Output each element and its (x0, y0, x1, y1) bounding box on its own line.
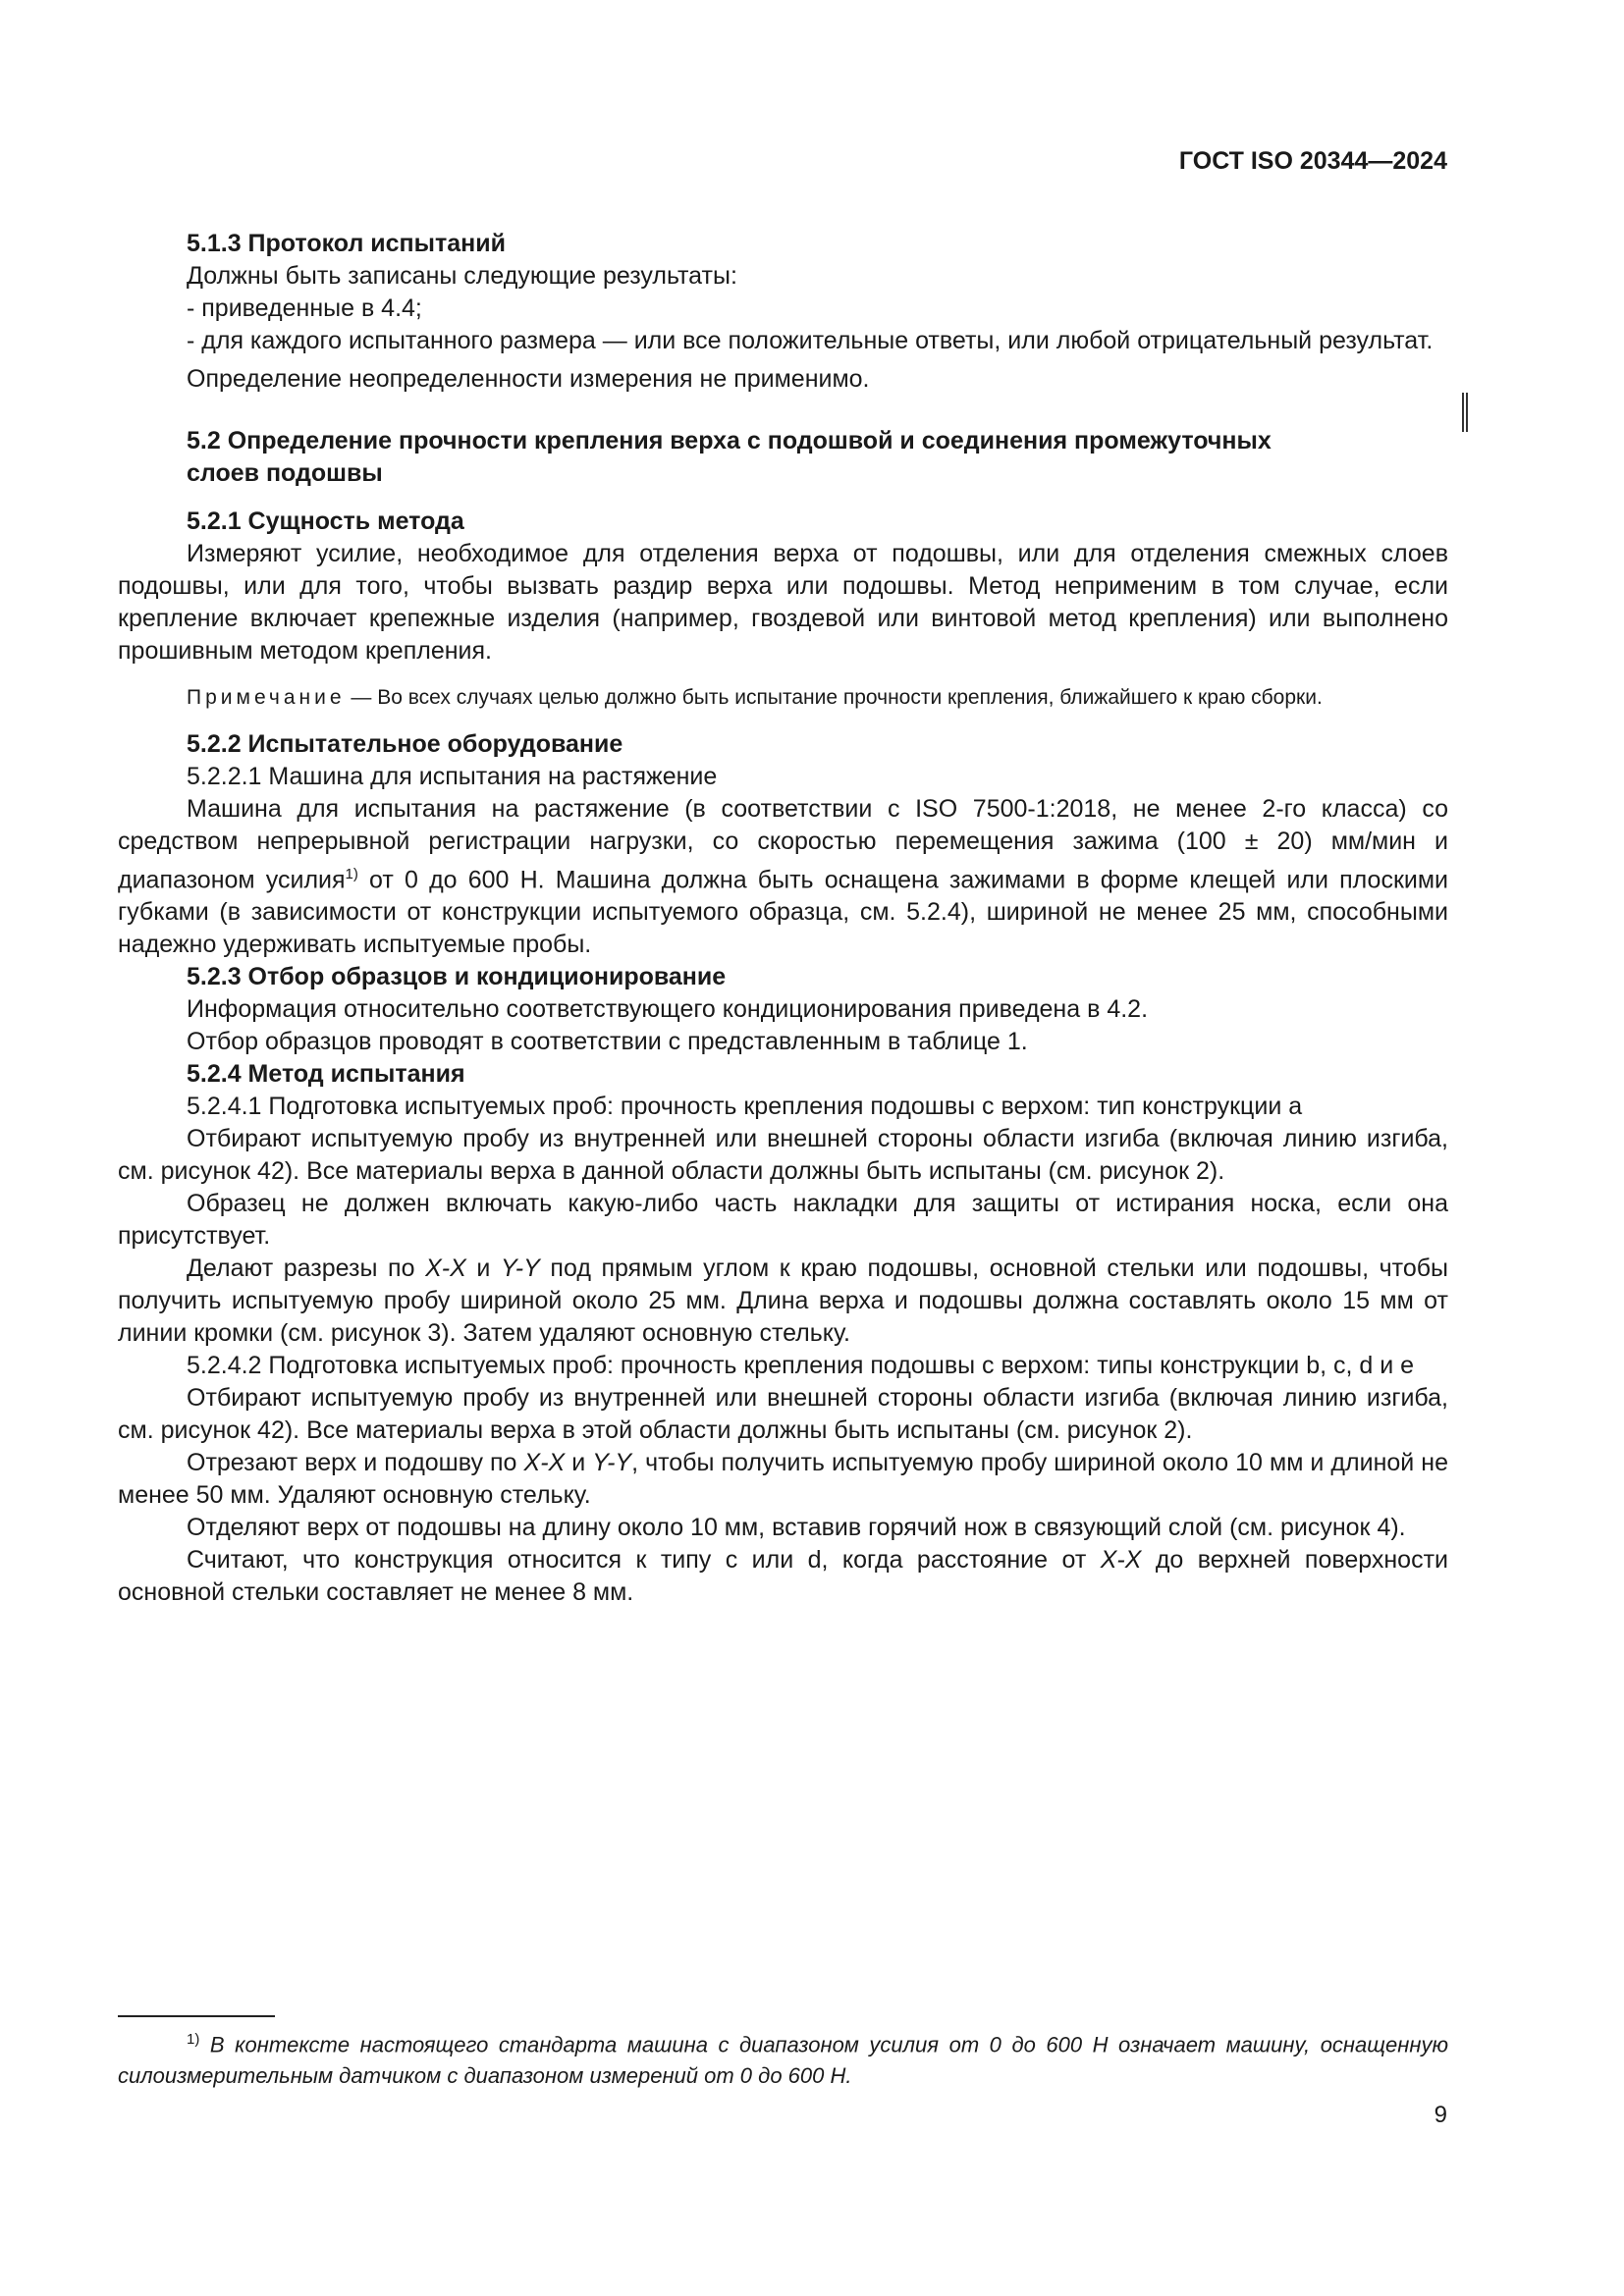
main-content (118, 228, 1448, 1609)
paragraph: Отбирают испытуемую пробу из внутренней или внешней стороны области изгиба (включая линию изгиба, см. рисунок 42). Все материалы верха в данной области должны быть испытаны (см. рисунок 2). (118, 1125, 1448, 1186)
text-run: и (565, 1449, 593, 1477)
footnote (118, 2024, 1448, 2092)
section-5-2-title-line2: слоев подошвы (187, 459, 383, 487)
text-run: и (465, 1255, 501, 1283)
paragraph (118, 1544, 1448, 1609)
text-run: Делают разрезы по (187, 1255, 426, 1283)
paragraph: 5.2.4.1 Подготовка испытуемых проб: прочность крепления подошвы с верхом: тип конструкции а (187, 1093, 1303, 1121)
paragraph: Должны быть записаны следующие результаты: (187, 262, 737, 290)
footnote-text: В контексте настоящего стандарта машина с диапазоном усилия от 0 до 600 Н означает машину, оснащенную силоизмерительным датчиком с диапазоном измерений от 0 до 600 Н. (118, 2032, 1448, 2089)
text-run: Машина для испытания на растяжение (в соответствии с ISO 7500-1:2018, не менее 2-го класса) со средством непрерывной регистрации нагрузки, со скоростью перемещения зажима (100 ± 20) мм/мин и диапазоном усилия (118, 795, 1448, 894)
section-5-1-3-title: 5.1.3 Протокол испытаний (187, 230, 506, 257)
text-run: под прямым углом к краю подошвы, основной стельки или подошвы, чтобы получить испытуемую пробу шириной около 25 мм. Длина верха и подошвы должна составлять около 15 мм от линии кромки (см. рисунок 3). Затем удаляют основную стельку. (118, 1255, 1449, 1348)
section-5-2-title-line1: 5.2 Определение прочности крепления верха с подошвой и соединения промежуточных (187, 427, 1272, 454)
change-bar-marker (1462, 393, 1468, 432)
axis-label-xx: X-X (1100, 1546, 1142, 1575)
paragraph: Измеряют усилие, необходимое для отделения верха от подошвы, или для отделения смежных слоев подошвы, или для того, чтобы вызвать раздир верха или подошвы. Метод неприменим в том случае, если крепление включает крепежные изделия (например, гвоздевой или винтовой метод крепления) или выполнено прошивным методом крепления. (118, 540, 1448, 665)
paragraph (118, 793, 1448, 961)
text-run: до верхней поверхности основной стельки составляет не менее 8 мм. (118, 1546, 1449, 1607)
axis-label-xx: X-X (523, 1449, 566, 1477)
list-item: - приведенные в 4.4; (187, 294, 422, 322)
paragraph (118, 1253, 1448, 1350)
section-5-2-title (118, 425, 1448, 490)
axis-label-yy: Y-Y (592, 1449, 632, 1477)
text-run: Отрезают верх и подошву по (187, 1449, 524, 1477)
paragraph: 5.2.4.2 Подготовка испытуемых проб: прочность крепления подошвы с верхом: типы конструкции b, c, d и e (187, 1352, 1415, 1380)
text-run: , чтобы получить испытуемую пробу шириной около 10 мм и длиной не менее 50 мм. Удаляют основную стельку. (118, 1449, 1449, 1510)
section-5-2-3-title: 5.2.3 Отбор образцов и кондиционирование (187, 963, 727, 991)
note-text: — Во всех случаях целью должно быть испытание прочности крепления, ближайшего к краю сборки. (345, 686, 1323, 709)
section-5-2-2-title: 5.2.2 Испытательное оборудование (187, 730, 623, 758)
paragraph: Информация относительно соответствующего кондиционирования приведена в 4.2. (187, 995, 1149, 1024)
page-number: 9 (1434, 2102, 1447, 2128)
note (118, 683, 1448, 713)
paragraph: Отбор образцов проводят в соответствии с представленным в таблице 1. (187, 1028, 1028, 1056)
paragraph: Отбирают испытуемую пробу из внутренней или внешней стороны области изгиба (включая линию изгиба, см. рисунок 42). Все материалы верха в этой области должны быть испытаны (см. рисунок 2). (118, 1384, 1448, 1445)
paragraph (118, 1447, 1448, 1512)
doc-number-header: ГОСТ ISO 20344—2024 (1178, 147, 1447, 175)
text-run: Считают, что конструкция относится к типу с или d, когда расстояние от (187, 1546, 1101, 1575)
text-run: от 0 до 600 Н. Машина должна быть оснащена зажимами в форме клещей или плоскими губками (в зависимости от конструкции испытуемого образца, см. 5.2.4), шириной не менее 25 мм, способными надежно удерживать испытуемые пробы. (118, 866, 1449, 959)
paragraph: Отделяют верх от подошвы на длину около 10 мм, вставив горячий нож в связующий слой (см. рисунок 4). (187, 1514, 1406, 1542)
footnote-marker: 1) (187, 2031, 200, 2048)
section-5-2-4-title: 5.2.4 Метод испытания (187, 1060, 465, 1089)
paragraph: Образец не должен включать какую-либо часть накладки для защиты от истирания носка, если она присутствует. (118, 1190, 1448, 1251)
paragraph: 5.2.2.1 Машина для испытания на растяжение (187, 763, 718, 790)
axis-label-xx: X-X (425, 1255, 466, 1283)
axis-label-yy: Y-Y (500, 1255, 540, 1283)
paragraph: Определение неопределенности измерения не применимо. (187, 365, 870, 393)
footnote-ref: 1) (345, 866, 358, 882)
list-item: - для каждого испытанного размера — или все положительные ответы, или любой отрицательный результат. (187, 327, 1434, 354)
footnote-separator (118, 2015, 275, 2017)
note-label: Примечание (187, 686, 346, 709)
section-5-2-1-title: 5.2.1 Сущность метода (187, 507, 464, 535)
